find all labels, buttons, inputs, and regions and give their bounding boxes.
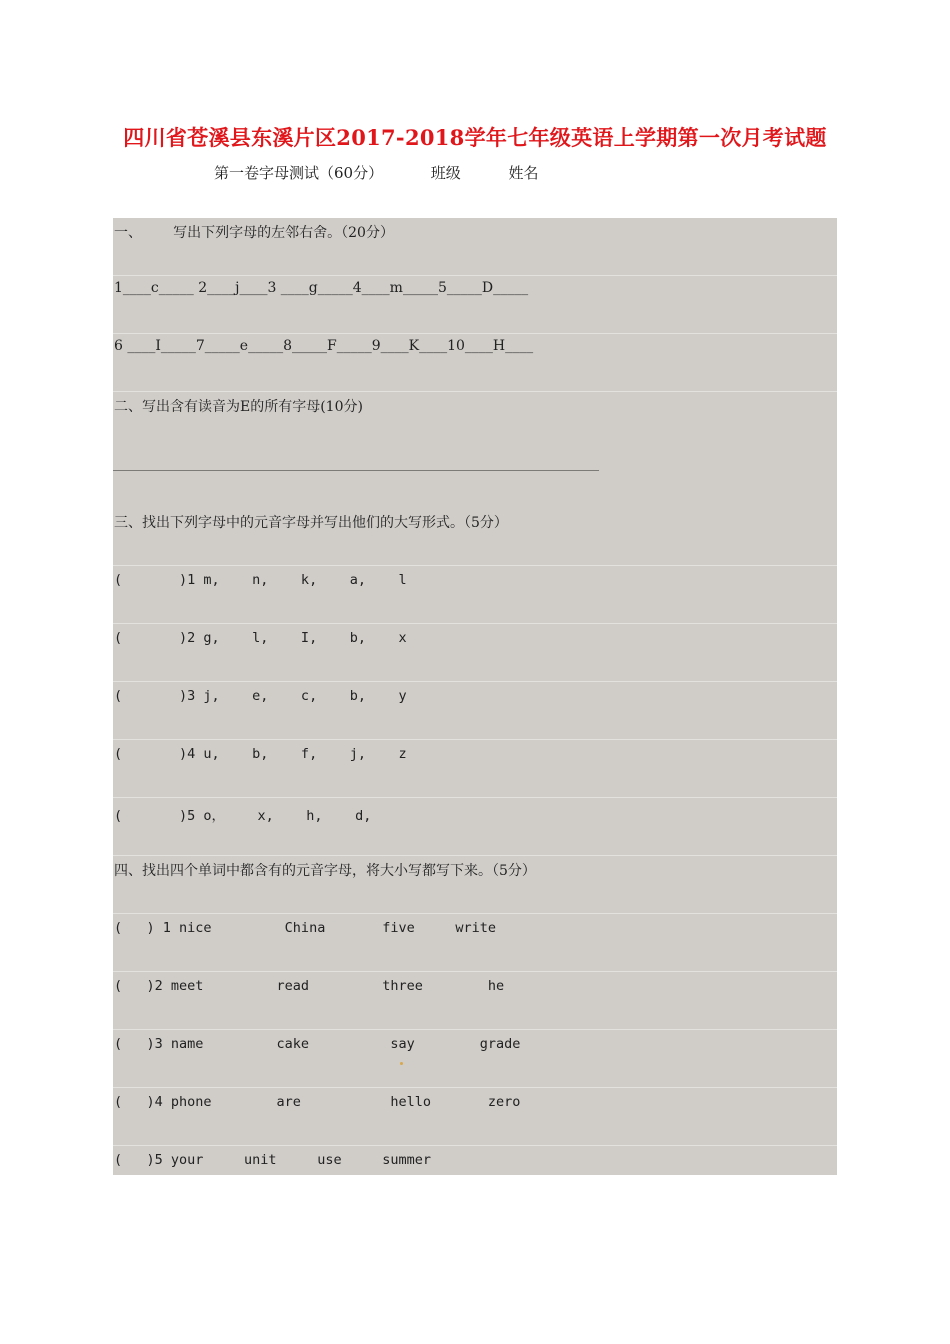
section-4-title: 四、找出四个单词中都含有的元音字母，将大小写都写下来。（5分） (114, 863, 536, 879)
section-2-title: 二、写出含有读音为E的所有字母(10分) (114, 399, 363, 415)
section-1-line-2: 6 ____I_____7_____e_____8_____F_____9____K____10____H____ (114, 338, 534, 354)
list-item (113, 972, 837, 1030)
list-item (113, 566, 837, 624)
ink-speck (400, 1062, 403, 1065)
section-3-item-4: ( )4 u, b, f, j, z (114, 746, 407, 762)
section-3-item-1: ( )1 m, n, k, a, l (114, 572, 407, 588)
section-3-row (113, 508, 837, 566)
section-4-item-1: ( ) 1 nice China five write (114, 920, 497, 936)
list-item (113, 1030, 837, 1088)
section-4-row (113, 856, 837, 914)
section-1-line-1: 1____c_____ 2____j____3 ____g_____4____m_____5_____D_____ (114, 280, 529, 296)
section-2-row (113, 392, 837, 450)
list-item (113, 740, 837, 798)
list-item (113, 624, 837, 682)
exam-sheet (113, 218, 837, 1175)
section-1-title: 一、 写出下列字母的左邻右舍。（20分） (114, 225, 394, 241)
list-item (113, 1088, 837, 1146)
list-item (113, 682, 837, 740)
section-2-answer-line (113, 470, 599, 471)
list-item (113, 914, 837, 972)
section-4-item-4: ( )4 phone are hello zero (114, 1094, 521, 1110)
section-1-line-2-row (113, 334, 837, 392)
section-4-item-3: ( )3 name cake say grade (114, 1036, 521, 1052)
page-title: 四川省苍溪县东溪片区2017-2018学年七年级英语上学期第一次月考试题 (123, 125, 827, 150)
section-4-item-5: ( )5 your unit use summer (114, 1152, 431, 1168)
section-1-row (113, 218, 837, 276)
list-item (113, 1146, 837, 1175)
section-1-line-1-row (113, 276, 837, 334)
section-3-item-2: ( )2 g, l, I, b, x (114, 630, 407, 646)
section-3-item-5: ( )5 o， x, h, d, (114, 808, 372, 824)
section-4-item-2: ( )2 meet read three he (114, 978, 505, 994)
section-3-title: 三、找出下列字母中的元音字母并写出他们的大写形式。（5分） (114, 515, 508, 531)
section-3-item-3: ( )3 j, e, c, b, y (114, 688, 407, 704)
page-subtitle: 第一卷字母测试（60分） 班级 姓名 (214, 164, 539, 182)
list-item (113, 798, 837, 856)
